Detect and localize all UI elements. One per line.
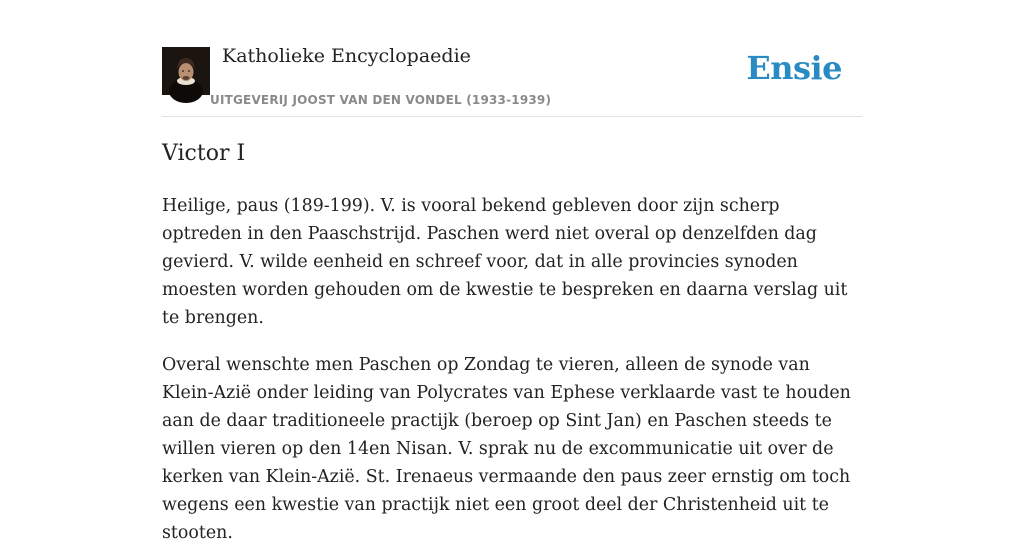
- portrait-avatar-icon: [162, 47, 210, 95]
- header: [162, 0, 862, 117]
- article: [162, 138, 862, 547]
- source-title[interactable]: Katholieke Encyclopaedie: [222, 45, 471, 67]
- article-title: Victor I: [162, 141, 246, 166]
- portrait-avatar: [162, 47, 210, 95]
- brand-logo[interactable]: Ensie: [746, 49, 842, 87]
- article-paragraph: Overal wenschte men Paschen op Zondag te vieren, alleen de synode van Klein-Azië onder leiding van Polycrates van Ephese verklaarde vast te houden aan de daar traditioneele practijk (beroep op Sint Jan) en Paschen steeds te willen vieren op den 14en Nisan. V. sprak nu de excommunicatie uit over de kerken van Klein-Azië. St. Irenaeus vermaande den paus zeer ernstig om toch wegens een kwestie van practijk niet een groot deel der Christenheid uit te stooten.: [162, 355, 851, 543]
- publisher-label: UITGEVERIJ JOOST VAN DEN VONDEL (1933-1939): [210, 93, 552, 107]
- article-paragraph: Heilige, paus (189-199). V. is vooral bekend gebleven door zijn scherp optreden in den Paaschstrijd. Paschen werd niet overal op denzelfden dag gevierd. V. wilde eenheid en schreef voor, dat in alle provincies synoden moesten worden gehouden om de kwestie te bespreken en daarna verslag uit te brengen.: [162, 196, 848, 328]
